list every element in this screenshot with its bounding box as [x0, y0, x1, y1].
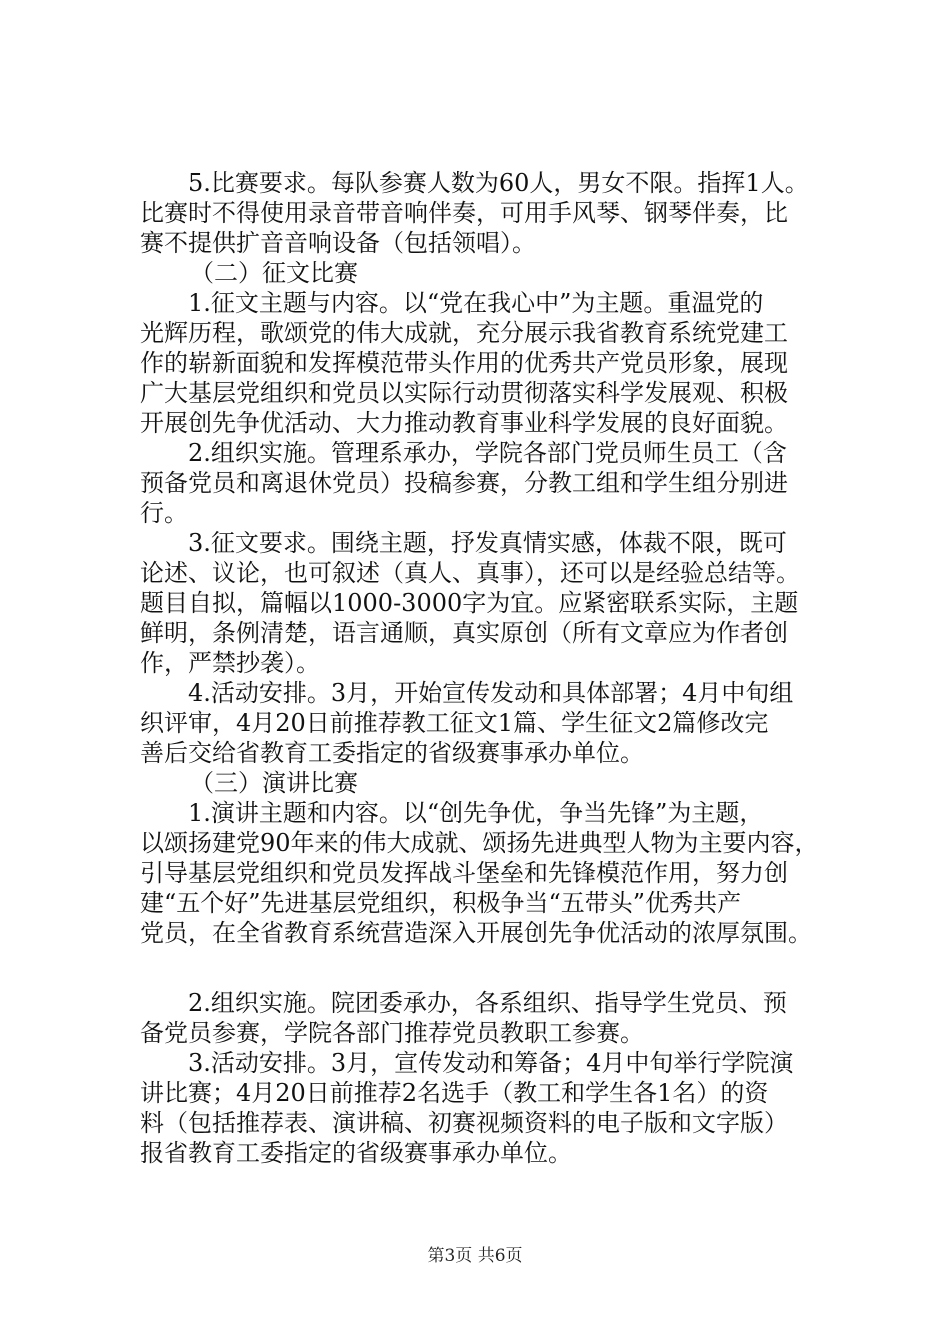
- paragraph-line: 广大基层党组织和党员以实际行动贯彻落实科学发展观、积极: [140, 379, 788, 407]
- paragraph-line: 行。: [140, 499, 188, 527]
- paragraph-line: 善后交给省教育工委指定的省级赛事承办单位。: [140, 739, 644, 767]
- paragraph-line: 5.比赛要求。每队参赛人数为60人，男女不限。指挥1人。: [188, 169, 809, 197]
- paragraph-line: 2.组织实施。院团委承办，各系组织、指导学生党员、预: [188, 989, 787, 1017]
- paragraph-line: 3.征文要求。围绕主题，抒发真情实感，体裁不限，既可: [188, 529, 787, 557]
- paragraph-line: 1.演讲主题和内容。以“创先争优，争当先锋”为主题，: [188, 799, 764, 827]
- paragraph-line: 4.活动安排。3月，开始宣传发动和具体部署；4月中旬组: [188, 679, 794, 707]
- paragraph-line: 建“五个好”先进基层党组织，积极争当“五带头”优秀共产: [140, 889, 742, 917]
- paragraph-line: 织评审，4月20日前推荐教工征文1篇、学生征文2篇修改完: [140, 709, 769, 737]
- paragraph-line: 题目自拟，篇幅以1000-3000字为宜。应紧密联系实际，主题: [140, 589, 799, 617]
- paragraph-line: 料（包括推荐表、演讲稿、初赛视频资料的电子版和文字版）: [140, 1109, 788, 1137]
- paragraph-line: 以颂扬建党90年来的伟大成就、颂扬先进典型人物为主要内容，: [140, 829, 819, 857]
- paragraph-line: 光辉历程，歌颂党的伟大成就，充分展示我省教育系统党建工: [140, 319, 788, 347]
- paragraph-line: 引导基层党组织和党员发挥战斗堡垒和先锋模范作用，努力创: [140, 859, 788, 887]
- paragraph-line: 开展创先争优活动、大力推动教育事业科学发展的良好面貌。: [140, 409, 788, 437]
- paragraph-line: 2.组织实施。管理系承办，学院各部门党员师生员工（含: [188, 439, 787, 467]
- paragraph-line: 预备党员和离退休党员）投稿参赛，分教工组和学生组分别进: [140, 469, 788, 497]
- paragraph-line: 3.活动安排。3月，宣传发动和筹备；4月中旬举行学院演: [188, 1049, 794, 1077]
- section-heading-essay-contest: （二）征文比赛: [190, 259, 358, 287]
- paragraph-line: 报省教育工委指定的省级赛事承办单位。: [140, 1139, 572, 1167]
- paragraph-line: 作，严禁抄袭）。: [140, 649, 320, 677]
- paragraph-line: 党员，在全省教育系统营造深入开展创先争优活动的浓厚氛围。: [140, 919, 812, 947]
- paragraph-line: 作的崭新面貌和发挥模范带头作用的优秀共产党员形象，展现: [140, 349, 788, 377]
- paragraph-line: 鲜明，条例清楚，语言通顺，真实原创（所有文章应为作者创: [140, 619, 788, 647]
- paragraph-line: 赛不提供扩音音响设备（包括领唱）。: [140, 229, 536, 257]
- page-footer: 第3页 共6页: [427, 1246, 523, 1266]
- paragraph-line: 备党员参赛，学院各部门推荐党员教职工参赛。: [140, 1019, 644, 1047]
- paragraph-line: 论述、议论，也可叙述（真人、真事），还可以是经验总结等。: [140, 559, 800, 587]
- paragraph-line: 比赛时不得使用录音带音响伴奏，可用手风琴、钢琴伴奏，比: [140, 199, 788, 227]
- paragraph-line: 1.征文主题与内容。以“党在我心中”为主题。重温党的: [188, 289, 764, 317]
- document-body: [140, 168, 830, 1168]
- section-heading-speech-contest: （三）演讲比赛: [190, 769, 358, 797]
- paragraph-line: 讲比赛；4月20日前推荐2名选手（教工和学生各1名）的资: [140, 1079, 769, 1107]
- paragraph-gap: [140, 948, 830, 988]
